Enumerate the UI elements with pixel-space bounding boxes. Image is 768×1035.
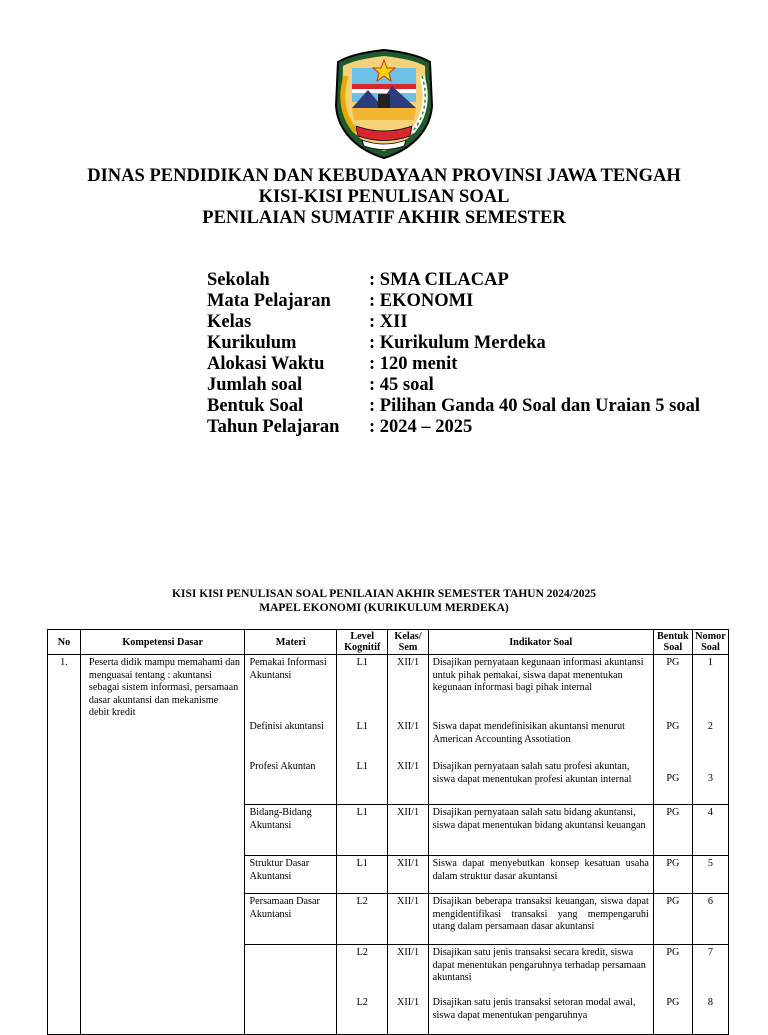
nomor-cell: 6 (692, 894, 728, 945)
level-3: L1 (356, 761, 368, 772)
info-row-kelas (207, 312, 700, 333)
level-header-line-1: Level (350, 631, 375, 642)
info-value: : Pilihan Ganda 40 Soal dan Uraian 5 soal (369, 396, 701, 416)
info-label: Bentuk Soal (207, 396, 304, 416)
info-label: Kelas (207, 312, 252, 332)
kelas-7: XII/1 (396, 947, 420, 958)
col-header-kelas-sem (388, 630, 428, 655)
info-row-alokasi-waktu (207, 354, 700, 375)
level-cell: L2 (337, 894, 388, 945)
nomor-2: 2 (707, 721, 713, 732)
kelas-cell: XII/1 (388, 894, 428, 945)
indikator-cell: Siswa dapat menyebutkan konsep kesatuan usaha dalam struktur dasar akuntansi (428, 856, 653, 894)
level-cell (337, 655, 388, 805)
indikator-8: Disajikan satu jenis transaksi setoran modal awal, siswa dapat menentukan pengaruhnya (432, 997, 636, 1021)
indikator-cell: Disajikan beberapa transaksi keuangan, siswa dapat mengidentifikasi transaksi yang mempengaruhi utang dalam persamaan dasar akuntansi (428, 894, 653, 945)
table-row (48, 655, 729, 805)
bentuk-cell: PG (653, 805, 692, 856)
nomor-cell (692, 945, 728, 1035)
table-title-line-2: MAPEL EKONOMI (KURIKULUM MERDEKA) (259, 602, 509, 614)
level-cell: L1 (337, 805, 388, 856)
info-value: : 2024 – 2025 (369, 417, 473, 437)
bentuk-3: PG (666, 773, 680, 784)
materi-profesi: Profesi Akuntan (249, 761, 316, 772)
col-header-bentuk-soal (653, 630, 692, 655)
level-7: L2 (356, 947, 368, 958)
nomor-cell (692, 655, 728, 805)
info-label: Mata Pelajaran (207, 291, 331, 311)
materi-cell: Persamaan Dasar Akuntansi (245, 894, 337, 945)
info-label: Alokasi Waktu (207, 354, 325, 374)
level-cell (337, 945, 388, 1035)
kelas-cell (388, 945, 428, 1035)
kisi-kisi-table (47, 629, 729, 1035)
indikator-cell (428, 655, 653, 805)
materi-definisi: Definisi akuntansi (249, 721, 324, 732)
nomor-header-line-1: Nomor (695, 631, 726, 642)
info-value: : 120 menit (369, 354, 458, 374)
col-header-nomor-soal (692, 630, 728, 655)
info-label: Tahun Pelajaran (207, 417, 340, 437)
col-header-materi: Materi (245, 630, 337, 655)
info-value: : XII (369, 312, 408, 332)
info-row-bentuk-soal (207, 396, 700, 417)
bentuk-header-line-1: Bentuk (657, 631, 689, 642)
info-label: Kurikulum (207, 333, 297, 353)
table-title-line-1: KISI KISI PENULISAN SOAL PENILAIAN AKHIR SEMESTER TAHUN 2024/2025 (172, 588, 596, 600)
bentuk-2: PG (666, 721, 680, 732)
indikator-1: Disajikan pernyataan kegunaan informasi akuntansi untuk pihak pemakai, siswa dapat menentukan kegunaan informasi bagi pihak internal (432, 657, 644, 694)
level-cell: L1 (337, 856, 388, 894)
col-header-no: No (48, 630, 81, 655)
bentuk-cell: PG (653, 856, 692, 894)
bentuk-cell (653, 945, 692, 1035)
kelas-2: XII/1 (396, 721, 420, 732)
indikator-7: Disajikan satu jenis transaksi secara kredit, siswa dapat menentukan pengaruhnya terhadap persamaan akuntansi (432, 947, 646, 984)
nomor-header-line-2: Soal (701, 642, 720, 653)
level-header-line-2: Kognitif (344, 642, 381, 653)
indikator-2: Siswa dapat mendefinisikan akuntansi menurut American Accounting Assotiation (432, 721, 625, 745)
bentuk-8: PG (666, 997, 680, 1008)
indikator-cell (428, 945, 653, 1035)
jawa-tengah-coat-of-arms-logo (330, 46, 438, 162)
level-2: L1 (356, 721, 368, 732)
kelas-header-line-1: Kelas/ (394, 631, 422, 642)
nomor-8: 8 (707, 997, 713, 1008)
info-row-sekolah (207, 270, 700, 291)
info-row-mata-pelajaran (207, 291, 700, 312)
info-row-jumlah-soal (207, 375, 700, 396)
nomor-cell: 5 (692, 856, 728, 894)
table-header-row (48, 630, 729, 655)
bentuk-cell (653, 655, 692, 805)
materi-cell (245, 655, 337, 805)
kompetensi-dasar-cell: Peserta didik mampu memahami dan menguasai tentang : akuntansi sebagai sistem informasi, persamaan dasar akuntansi dan mekanisme debit kredit (80, 655, 245, 1035)
bentuk-1: PG (666, 657, 680, 668)
col-header-indikator-soal: Indikator Soal (428, 630, 653, 655)
kelas-1: XII/1 (396, 657, 420, 668)
indikator-3: Disajikan pernyataan salah satu profesi akuntan, siswa dapat menentukan profesi akuntan internal (432, 761, 632, 785)
bentuk-cell: PG (653, 894, 692, 945)
bentuk-7: PG (666, 947, 680, 958)
nomor-3: 3 (707, 773, 713, 784)
kelas-header-line-2: Sem (398, 642, 418, 653)
info-label: Jumlah soal (207, 375, 303, 395)
info-value: : EKONOMI (369, 291, 474, 311)
heading-line-agency: DINAS PENDIDIKAN DAN KEBUDAYAAN PROVINSI JAWA TENGAH (87, 166, 681, 186)
row-number: 1. (48, 655, 81, 1035)
kelas-cell (388, 655, 428, 805)
nomor-7: 7 (707, 947, 713, 958)
bentuk-header-line-2: Soal (663, 642, 683, 653)
col-header-kompetensi-dasar: Kompetensi Dasar (80, 630, 245, 655)
level-1: L1 (356, 657, 368, 668)
info-value: : Kurikulum Merdeka (369, 333, 546, 353)
info-value: : 45 soal (369, 375, 434, 395)
col-header-level-kognitif (337, 630, 388, 655)
materi-cell: Struktur Dasar Akuntansi (245, 856, 337, 894)
document-info-block (207, 270, 700, 438)
info-row-tahun-pelajaran (207, 417, 700, 438)
info-label: Sekolah (207, 270, 270, 290)
info-row-kurikulum (207, 333, 700, 354)
level-8: L2 (356, 997, 368, 1008)
materi-pemakai: Pemakai Informasi Akuntansi (249, 657, 327, 681)
info-value: : SMA CILACAP (369, 270, 509, 290)
indikator-cell: Disajikan pernyataan salah satu bidang akuntansi, siswa dapat menentukan bidang akuntansi keuangan (428, 805, 653, 856)
heading-line-title: KISI-KISI PENULISAN SOAL (258, 187, 510, 207)
nomor-1: 1 (707, 657, 713, 668)
materi-cell: Bidang-Bidang Akuntansi (245, 805, 337, 856)
document-heading (0, 166, 768, 229)
heading-line-subtitle: PENILAIAN SUMATIF AKHIR SEMESTER (202, 208, 566, 228)
kelas-cell: XII/1 (388, 805, 428, 856)
kelas-8: XII/1 (396, 997, 420, 1008)
nomor-cell: 4 (692, 805, 728, 856)
kelas-3: XII/1 (396, 761, 420, 772)
table-title (0, 587, 768, 615)
materi-cell (245, 945, 337, 1035)
kelas-cell: XII/1 (388, 856, 428, 894)
